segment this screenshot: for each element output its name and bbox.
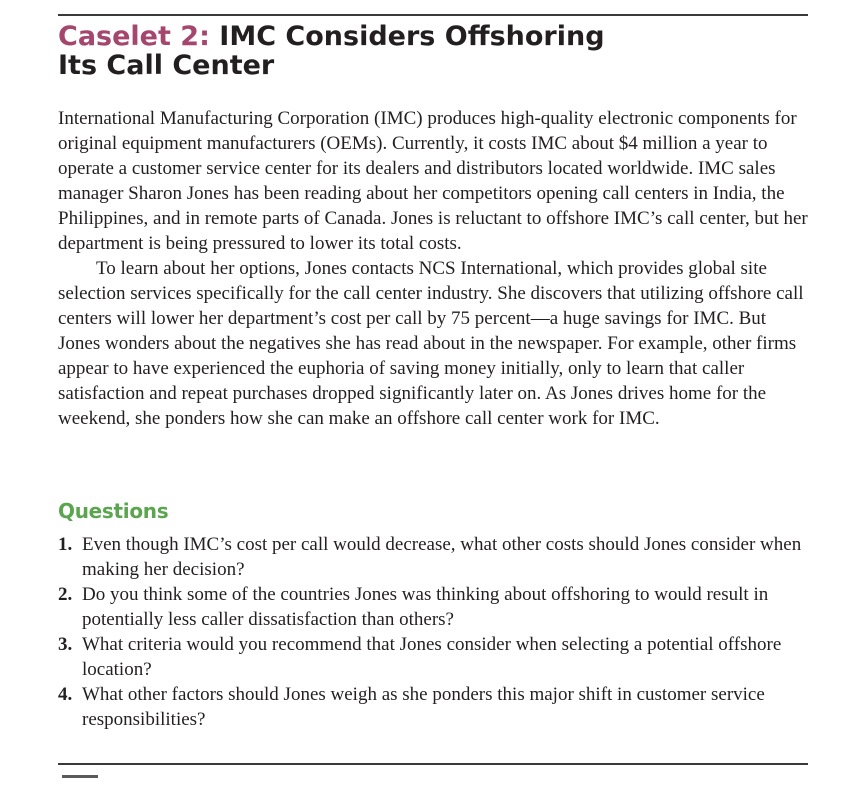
question-number: 1.: [58, 534, 73, 555]
caselet-body: [58, 106, 808, 431]
question-number: 4.: [58, 684, 73, 705]
question-number: 2.: [58, 584, 73, 605]
next-section-heading-fragment: [62, 775, 98, 785]
question-item: [58, 582, 808, 632]
question-text: Do you think some of the countries Jones was thinking about offshoring to would result in potentially less caller dissatisfaction than others?: [82, 584, 769, 630]
top-rule: [58, 14, 808, 16]
question-text: What criteria would you recommend that Jones consider when selecting a potential offshore location?: [82, 634, 782, 680]
caselet-title: [58, 22, 808, 80]
bottom-rule: [58, 763, 808, 765]
question-text: What other factors should Jones weigh as she ponders this major shift in customer service responsibilities?: [82, 684, 765, 730]
questions-heading: Questions: [58, 499, 169, 523]
question-number: 3.: [58, 634, 73, 655]
caselet-label: Caselet 2:: [58, 21, 210, 52]
question-item: [58, 682, 808, 732]
questions-list: [58, 532, 808, 732]
caselet-title-line2: Its Call Center: [58, 50, 275, 81]
question-text: Even though IMC’s cost per call would decrease, what other costs should Jones consider when making her decision?: [82, 534, 802, 580]
body-paragraph-2: To learn about her options, Jones contacts NCS International, which provides global site selection services specifically for the call center industry. She discovers that utilizing offshore call centers will lower her department’s cost per call by 75 percent—a huge savings for IMC. But Jones wonders about the negatives she has read about in the newspaper. For example, other firms appear to have experienced the euphoria of saving money initially, only to learn that caller satisfaction and repeat purchases dropped significantly later on. As Jones drives home for the weekend, she ponders how she can make an offshore call center work for IMC.: [58, 258, 804, 429]
body-paragraph-1: International Manufacturing Corporation (IMC) produces high-quality electronic components for original equipment manufacturers (OEMs). Currently, it costs IMC about $4 million a year to operate a customer service center for its dealers and distributors located worldwide. IMC sales manager Sharon Jones has been reading about her competitors opening call centers in India, the Philippines, and in remote parts of Canada. Jones is reluctant to offshore IMC’s call center, but her department is being pressured to lower its total costs.: [58, 108, 808, 254]
question-item: [58, 632, 808, 682]
caselet-title-line1: IMC Considers Offshoring: [219, 21, 605, 52]
question-item: [58, 532, 808, 582]
